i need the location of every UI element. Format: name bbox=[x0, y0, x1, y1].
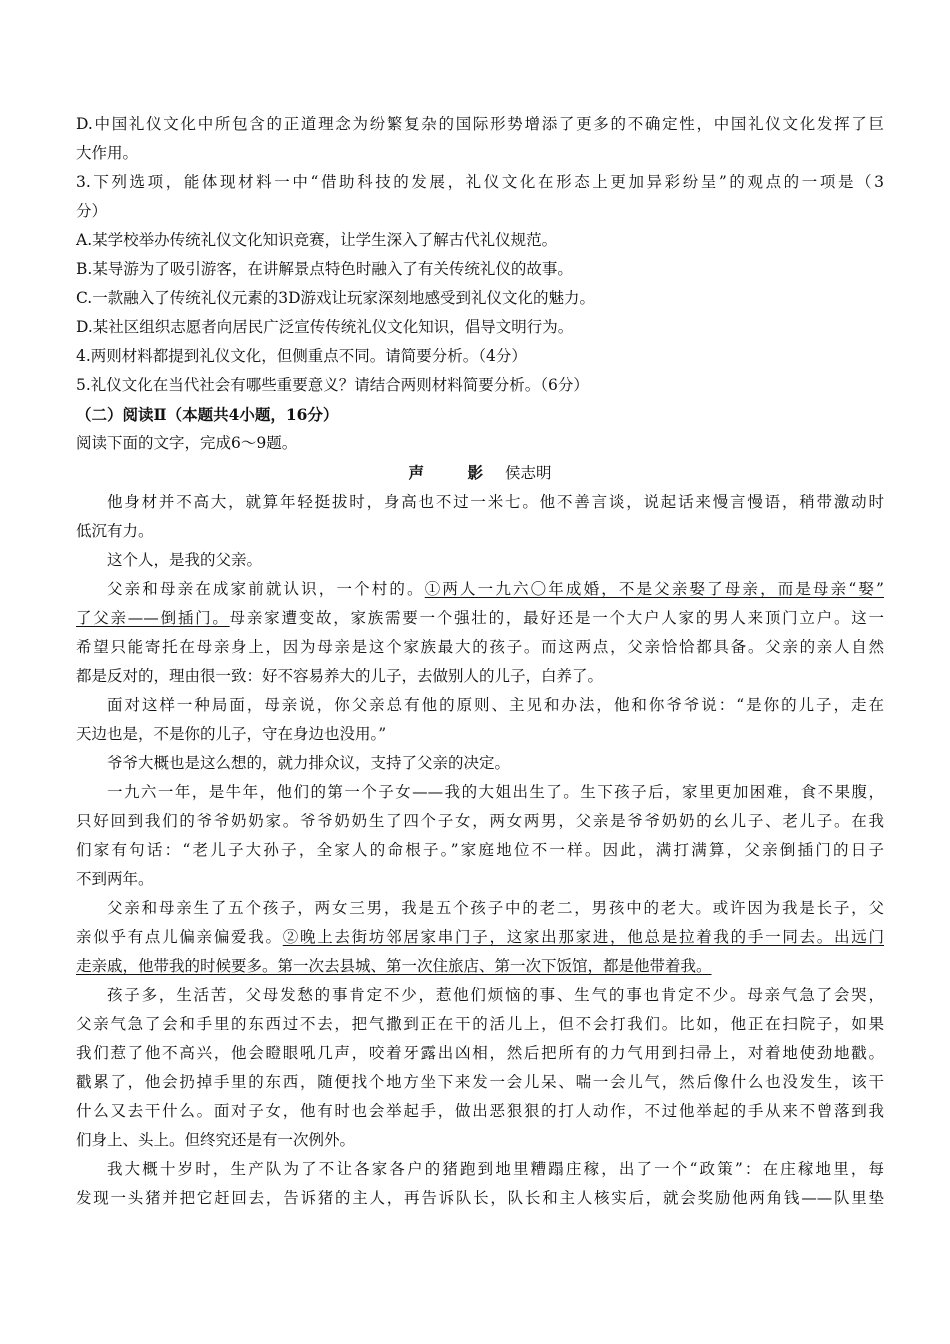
q3-stem-line2: 分） bbox=[76, 202, 108, 220]
q3-option-a: A.某学校举办传统礼仪文化知识竞赛，让学生深入了解古代礼仪规范。 bbox=[76, 231, 558, 249]
article-author: 侯志明 bbox=[505, 464, 552, 482]
para8-line5: 什么又去干什么。面对子女，他有时也会举起手，做出恶狠狠的打人动作，不过他举起的手从来不曾落到我 bbox=[76, 1102, 884, 1120]
para3-line1-text: 父亲和母亲在成家前就认识，一个村的。 bbox=[107, 580, 425, 598]
q3-option-b: B.某导游为了吸引游客，在讲解景点特色时融入了有关传统礼仪的故事。 bbox=[76, 260, 573, 278]
underlined-sentence-1a: ①两人一九六〇年成婚，不是父亲娶了母亲，而是母亲“娶” bbox=[424, 580, 884, 598]
underlined-sentence-2b: 走亲戚，他带我的时候要多。第一次去县城、第一次住旅店、第一次下饭馆，都是他带着我。 bbox=[76, 957, 712, 975]
section-instruction: 阅读下面的文字，完成6～9题。 bbox=[76, 434, 298, 452]
para9-line1: 我大概十岁时，生产队为了不让各家各户的猪跑到地里糟蹋庄稼，出了一个“政策”：在庄稼地里，每 bbox=[107, 1160, 884, 1178]
para8-line2: 父亲气急了会和手里的东西过不去，把气撒到正在干的活儿上，但不会打我们。比如，他正在扫院子，如果 bbox=[76, 1015, 884, 1033]
para7-line2 bbox=[76, 923, 884, 952]
para5: 爷爷大概也是这么想的，就力排众议，支持了父亲的决定。 bbox=[107, 754, 511, 772]
para3-line3: 希望只能寄托在母亲身上，因为母亲是这个家族最大的孩子。而这两点，父亲恰恰都具备。父亲的亲人自然 bbox=[76, 638, 884, 656]
para1-line2: 低沉有力。 bbox=[76, 522, 154, 540]
question-4: 4.两则材料都提到礼仪文化，但侧重点不同。请简要分析。（4分） bbox=[76, 347, 527, 365]
para8-line6: 们身上、头上。但终究还是有一次例外。 bbox=[76, 1131, 356, 1149]
para8-line1: 孩子多，生活苦，父母发愁的事肯定不少，惹他们烦恼的事、生气的事也肯定不少。母亲气急了会哭， bbox=[107, 986, 884, 1004]
para3-line1 bbox=[76, 575, 884, 604]
underlined-sentence-2a: ②晚上去街坊邻居家串门子，这家出那家进，他总是拉着我的手一同去。出远门 bbox=[282, 928, 884, 946]
q2-option-d-line2: 大作用。 bbox=[76, 144, 139, 162]
question-5: 5.礼仪文化在当代社会有哪些重要意义？请结合两则材料简要分析。（6分） bbox=[76, 376, 589, 394]
para7-line3 bbox=[76, 952, 884, 981]
para7-line1: 父亲和母亲生了五个孩子，两女三男，我是五个孩子中的老二，男孩中的老大。或许因为我是长子，父 bbox=[107, 899, 884, 917]
para6-line3: 们家有句话：“老儿子大孙子，全家人的命根子。”家庭地位不一样。因此，满打满算，父亲倒插门的日子 bbox=[76, 841, 884, 859]
para4-line1: 面对这样一种局面，母亲说，你父亲总有他的原则、主见和办法，他和你爷爷说：“是你的儿子，走在 bbox=[107, 696, 884, 714]
para6-line1: 一九六一年，是牛年，他们的第一个子女——我的大姐出生了。生下孩子后，家里更加困难，食不果腹， bbox=[107, 783, 884, 801]
exam-page bbox=[76, 110, 884, 1213]
para6-line2: 只好回到我们的爷爷奶奶家。爷爷奶奶生了四个子女，两女两男，父亲是爷爷奶奶的幺儿子、老儿子。在我 bbox=[76, 812, 884, 830]
para6-line4: 不到两年。 bbox=[76, 870, 154, 888]
para1-line1: 他身材并不高大，就算年轻挺拔时，身高也不过一米七。他不善言谈，说起话来慢言慢语，稍带激动时 bbox=[107, 493, 884, 511]
q2-option-d-line1: D.中国礼仪文化中所包含的正道理念为纷繁复杂的国际形势增添了更多的不确定性，中国礼仪文化发挥了巨 bbox=[76, 115, 884, 133]
para3-line2 bbox=[76, 604, 884, 633]
q3-stem-line1: 3.下列选项，能体现材料一中“借助科技的发展，礼仪文化在形态上更加异彩纷呈”的观点的一项是（3 bbox=[76, 173, 884, 191]
para3-line4: 都是反对的，理由很一致：好不容易养大的儿子，去做别人的儿子，白养了。 bbox=[76, 667, 604, 685]
para9-line2: 发现一头猪并把它赶回去，告诉猪的主人，再告诉队长，队长和主人核实后，就会奖励他两角钱——队里垫 bbox=[76, 1189, 884, 1207]
para8-line4: 戳累了，他会扔掉手里的东西，随便找个地方坐下来发一会儿呆、喘一会儿气，然后像什么也没发生，该干 bbox=[76, 1073, 884, 1091]
q3-option-d: D.某社区组织志愿者向居民广泛宣传传统礼仪文化知识，倡导文明行为。 bbox=[76, 318, 574, 336]
article-title: 声 影 bbox=[408, 463, 497, 482]
para4-line2: 天边也是，不是你的儿子，守在身边也没用。” bbox=[76, 725, 387, 743]
q3-option-c: C.一款融入了传统礼仪元素的3D游戏让玩家深刻地感受到礼仪文化的魅力。 bbox=[76, 289, 596, 307]
para3-line2-text: 母亲家遭变故，家族需要一个强壮的，最好还是一个大户人家的男人来顶门立户。这一 bbox=[229, 609, 884, 627]
para2: 这个人，是我的父亲。 bbox=[107, 551, 263, 569]
article-title-row bbox=[76, 458, 884, 488]
underlined-sentence-1b: 了父亲——倒插门。 bbox=[76, 609, 230, 627]
para7-line2-text: 亲似乎有点儿偏亲偏爱我。 bbox=[76, 928, 283, 946]
section-heading: （二）阅读Ⅱ（本题共4小题，16分） bbox=[76, 405, 339, 424]
para8-line3: 我们惹了他不高兴，他会瞪眼吼几声，咬着牙露出凶相，然后把所有的力气用到扫帚上，对着地使劲地戳。 bbox=[76, 1044, 884, 1062]
